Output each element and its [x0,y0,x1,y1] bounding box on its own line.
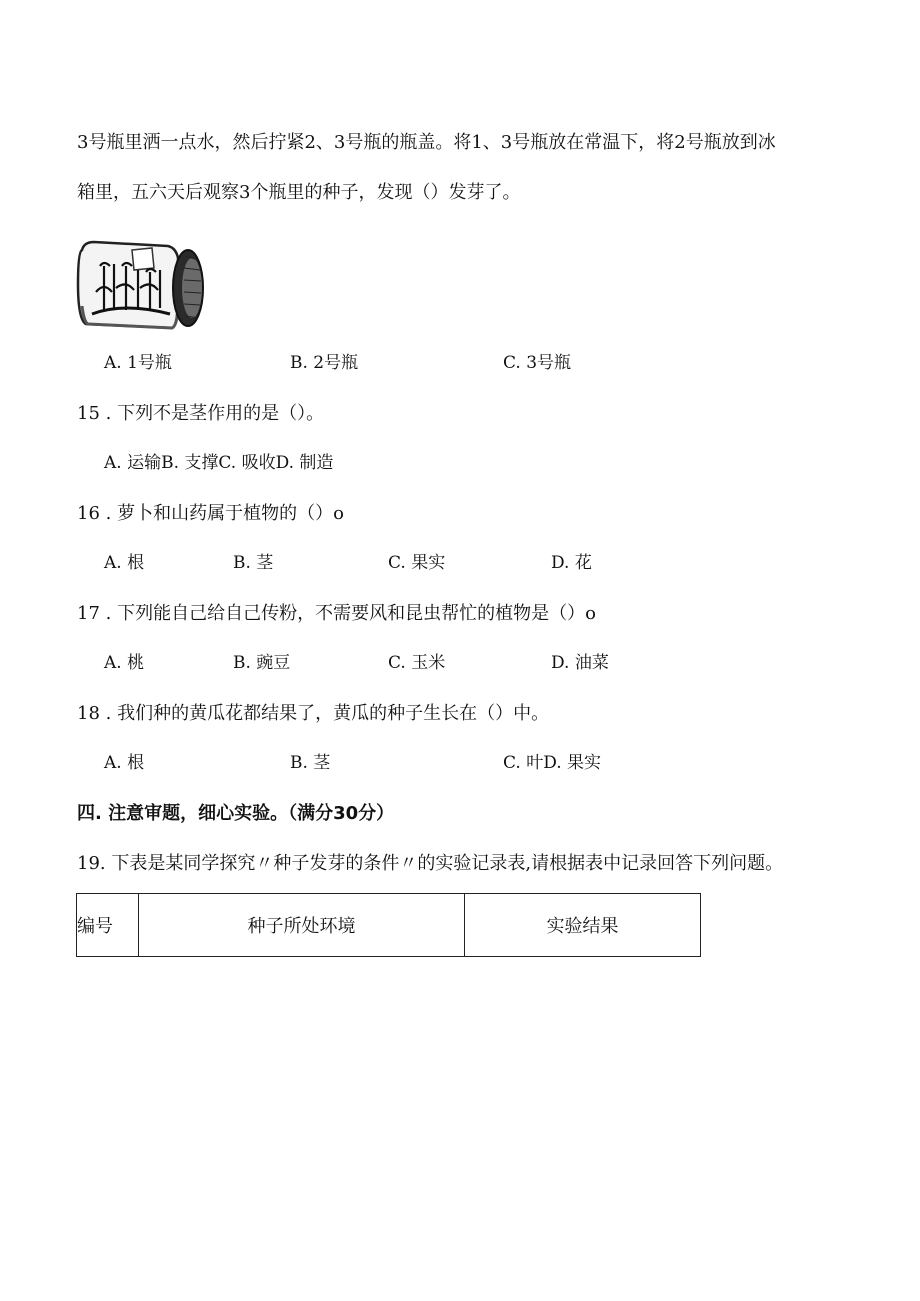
q18-option-cd[interactable]: C. 叶D. 果实 [503,753,602,773]
q18-stem: 18 . 我们种的黄瓜花都结果了，黄瓜的种子生长在（）中。 [77,703,550,724]
header-number: 编号 [77,894,139,957]
seed-jar-illustration [74,236,206,332]
q18-option-b[interactable]: B. 茎 [290,753,331,773]
table-header-row [77,894,701,957]
q17-option-b[interactable]: B. 豌豆 [233,653,291,673]
q15-options[interactable]: A. 运输B. 支撑C. 吸收D. 制造 [104,453,334,473]
q17-option-d[interactable]: D. 油菜 [551,653,609,673]
q17-option-a[interactable]: A. 桃 [104,653,145,673]
q14-option-c[interactable]: C. 3号瓶 [503,353,572,373]
q16-stem: 16 . 萝卜和山药属于植物的（）o [77,503,344,524]
experiment-record-table [76,893,701,957]
section-4-title: 四. 注意审题，细心实验。（满分30分） [77,803,395,824]
q17-stem: 17 . 下列能自己给自己传粉，不需要风和昆虫帮忙的植物是（）o [77,603,596,624]
q16-option-b[interactable]: B. 茎 [233,553,274,573]
q17-option-c[interactable]: C. 玉米 [388,653,446,673]
q14-option-a[interactable]: A. 1号瓶 [104,353,172,373]
q14-option-b[interactable]: B. 2号瓶 [290,353,359,373]
q16-option-a[interactable]: A. 根 [104,553,145,573]
q14-text-line-1: 3号瓶里洒一点水，然后拧紧2、3号瓶的瓶盖。将1、3号瓶放在常温下，将2号瓶放到冰 [77,132,776,153]
q15-stem: 15 . 下列不是茎作用的是（）。 [77,403,325,424]
q16-option-c[interactable]: C. 果实 [388,553,446,573]
q18-option-a[interactable]: A. 根 [104,753,145,773]
header-environment: 种子所处环境 [139,894,465,957]
q14-text-line-2: 箱里，五六天后观察3个瓶里的种子，发现（）发芽了。 [77,182,521,203]
q19-stem: 19. 下表是某同学探究〃种子发芽的条件〃的实验记录表,请根据表中记录回答下列问题。 [77,853,784,874]
q16-option-d[interactable]: D. 花 [551,553,592,573]
header-result: 实验结果 [465,894,701,957]
